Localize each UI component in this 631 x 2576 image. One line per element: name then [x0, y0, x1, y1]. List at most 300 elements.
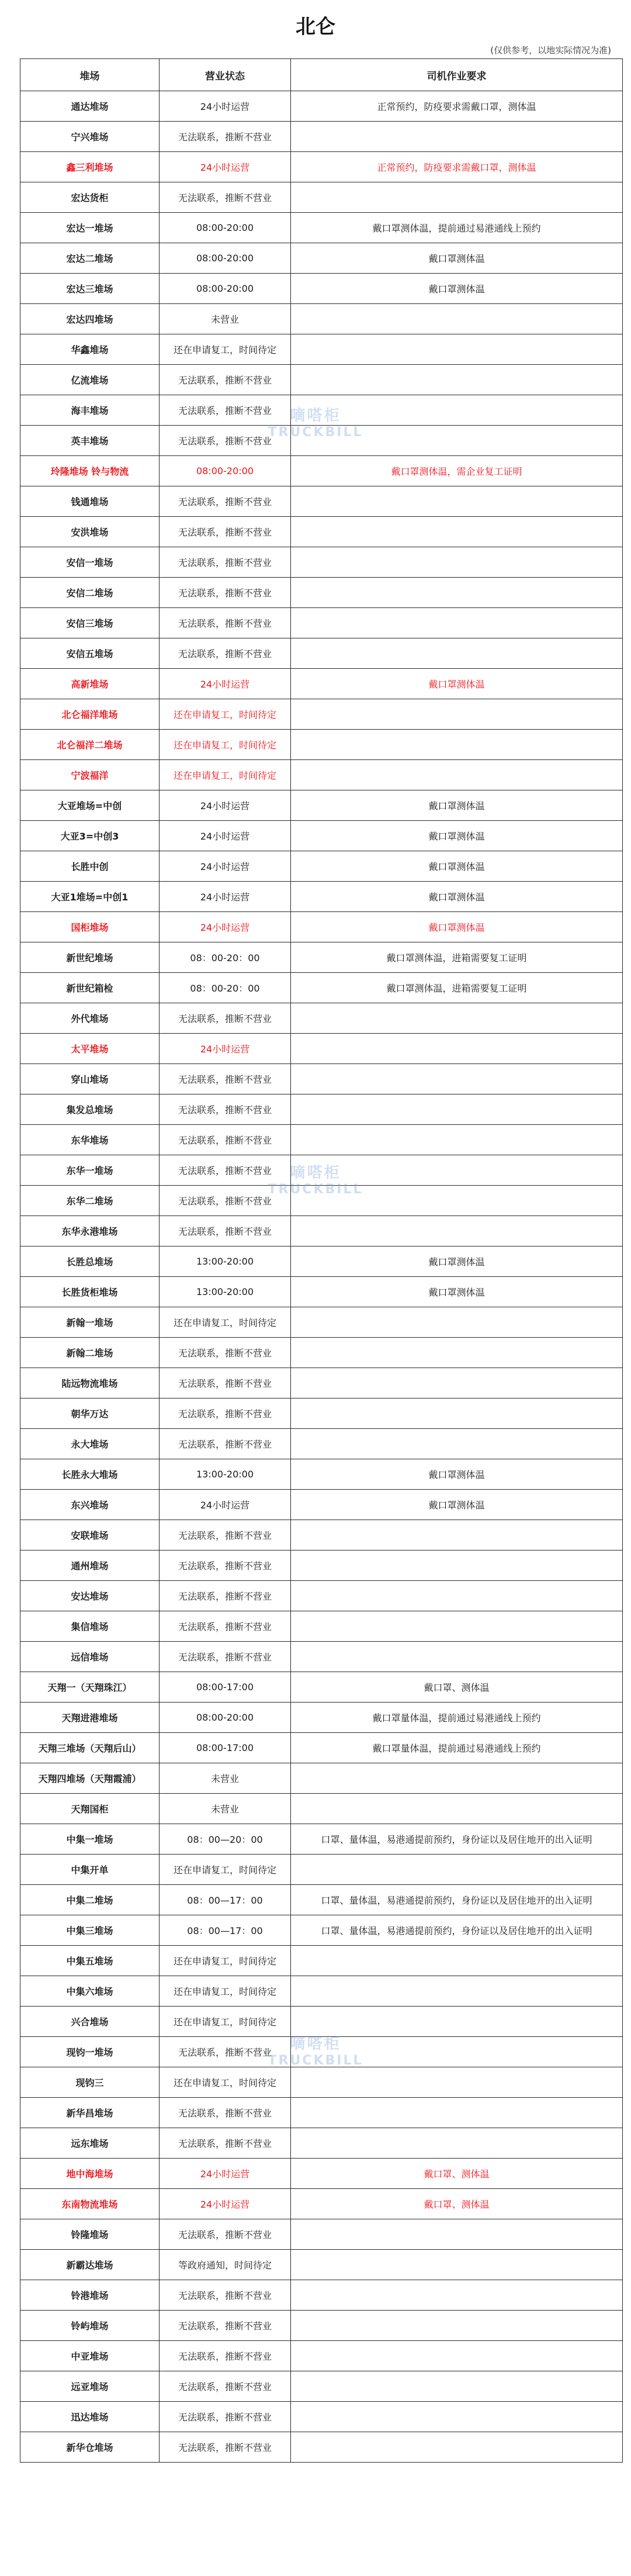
table-row — [20, 942, 623, 973]
status-cell: 无法联系，推断不营业 — [160, 2371, 291, 2402]
table-row — [20, 1520, 623, 1551]
requirement-cell — [291, 1429, 623, 1459]
yard-cell: 穿山堆场 — [20, 1064, 160, 1094]
table-row — [20, 365, 623, 395]
status-cell: 24小时运营 — [160, 851, 291, 882]
status-cell: 无法联系，推断不营业 — [160, 608, 291, 638]
requirement-cell — [291, 2250, 623, 2280]
status-cell: 13:00-20:00 — [160, 1277, 291, 1307]
status-cell: 13:00-20:00 — [160, 1246, 291, 1277]
yard-cell: 安信一堆场 — [20, 547, 160, 578]
status-cell: 无法联系，推断不营业 — [160, 1399, 291, 1429]
table-row — [20, 456, 623, 486]
yard-cell: 北仑福洋堆场 — [20, 699, 160, 730]
yard-cell: 天翔进港堆场 — [20, 1703, 160, 1733]
watermark-cn: 嘀嗒柜 — [290, 1164, 341, 1182]
status-cell: 还在申请复工，时间待定 — [160, 760, 291, 790]
table-row — [20, 790, 623, 821]
requirement-cell — [291, 1094, 623, 1125]
status-cell: 24小时运营 — [160, 1034, 291, 1064]
table-row — [20, 1855, 623, 1885]
status-cell: 13:00-20:00 — [160, 1459, 291, 1490]
requirement-cell — [291, 1125, 623, 1155]
yard-cell: 安信五堆场 — [20, 638, 160, 669]
yard-cell: 陆远物流堆场 — [20, 1368, 160, 1399]
status-cell: 无法联系，推断不营业 — [160, 1429, 291, 1459]
requirement-cell: 口罩、量体温，易港通提前预约，身份证以及居住地开的出入证明 — [291, 1915, 623, 1946]
status-cell: 24小时运营 — [160, 91, 291, 122]
requirement-cell — [291, 1642, 623, 1672]
requirement-cell — [291, 2341, 623, 2371]
requirement-cell — [291, 1520, 623, 1551]
yard-cell: 长胜中创 — [20, 851, 160, 882]
table-row — [20, 1551, 623, 1581]
table-row — [20, 1155, 623, 1186]
status-cell: 无法联系，推断不营业 — [160, 547, 291, 578]
status-cell: 无法联系，推断不营业 — [160, 1186, 291, 1216]
status-cell: 24小时运营 — [160, 912, 291, 942]
requirement-cell: 戴口罩测体温 — [291, 274, 623, 304]
table-row — [20, 1064, 623, 1094]
yard-status-table — [20, 58, 623, 2463]
yard-cell: 宁波福洋 — [20, 760, 160, 790]
table-row — [20, 1277, 623, 1307]
requirement-cell — [291, 2128, 623, 2159]
yard-cell: 铃港堆场 — [20, 2280, 160, 2311]
yard-cell: 朝华万达 — [20, 1399, 160, 1429]
header-requirements: 司机作业要求 — [291, 59, 623, 91]
requirement-cell — [291, 2098, 623, 2128]
requirement-cell — [291, 2280, 623, 2311]
status-cell: 还在申请复工，时间待定 — [160, 2007, 291, 2037]
requirement-cell — [291, 1611, 623, 1642]
yard-cell: 天翔四堆场（天翔霞浦） — [20, 1763, 160, 1794]
table-row — [20, 1094, 623, 1125]
status-cell: 08:00-17:00 — [160, 1733, 291, 1763]
yard-cell: 宏达三堆场 — [20, 274, 160, 304]
status-cell: 24小时运营 — [160, 669, 291, 699]
yard-cell: 安联堆场 — [20, 1520, 160, 1551]
yard-cell: 东南物流堆场 — [20, 2189, 160, 2219]
requirement-cell — [291, 1216, 623, 1246]
yard-cell: 新华仓堆场 — [20, 2432, 160, 2463]
status-cell: 还在申请复工，时间待定 — [160, 1855, 291, 1885]
requirement-cell: 戴口罩测体温，需企业复工证明 — [291, 456, 623, 486]
table-row — [20, 882, 623, 912]
yard-cell: 通州堆场 — [20, 1551, 160, 1581]
status-cell: 无法联系，推断不营业 — [160, 2341, 291, 2371]
requirement-cell: 戴口罩测体温 — [291, 669, 623, 699]
yard-cell: 中集开单 — [20, 1855, 160, 1885]
disclaimer-note: (仅供参考，以地实际情况为准) — [490, 45, 611, 56]
table-row — [20, 517, 623, 547]
table-row — [20, 1611, 623, 1642]
yard-cell: 北仑福洋二堆场 — [20, 730, 160, 760]
requirement-cell — [291, 608, 623, 638]
yard-cell: 钱通堆场 — [20, 486, 160, 517]
status-cell: 还在申请复工，时间待定 — [160, 1307, 291, 1338]
status-cell: 08：00—17：00 — [160, 1915, 291, 1946]
requirement-cell — [291, 1399, 623, 1429]
requirement-cell — [291, 365, 623, 395]
status-cell: 还在申请复工，时间待定 — [160, 1976, 291, 2007]
requirement-cell — [291, 2067, 623, 2098]
status-cell: 无法联系，推断不营业 — [160, 1155, 291, 1186]
requirement-cell: 戴口罩测体温，提前通过易港通线上预约 — [291, 213, 623, 243]
requirement-cell: 戴口罩测体温 — [291, 882, 623, 912]
table-row — [20, 1490, 623, 1520]
requirement-cell: 戴口罩量体温，提前通过易港通线上预约 — [291, 1733, 623, 1763]
table-row — [20, 1034, 623, 1064]
status-cell: 无法联系，推断不营业 — [160, 2098, 291, 2128]
status-cell: 24小时运营 — [160, 1490, 291, 1520]
table-row — [20, 1125, 623, 1155]
watermark-en: TRUCKBILL — [268, 2053, 363, 2068]
table-row — [20, 912, 623, 942]
table-row — [20, 2341, 623, 2371]
status-cell: 08:00-20:00 — [160, 1703, 291, 1733]
status-cell: 08：00—20：00 — [160, 1824, 291, 1855]
requirement-cell: 戴口罩测体温 — [291, 912, 623, 942]
status-cell: 无法联系，推断不营业 — [160, 1520, 291, 1551]
requirement-cell — [291, 395, 623, 426]
yard-cell: 高新堆场 — [20, 669, 160, 699]
table-row — [20, 2402, 623, 2432]
table-row — [20, 1885, 623, 1915]
yard-cell: 外代堆场 — [20, 1003, 160, 1034]
yard-cell: 亿流堆场 — [20, 365, 160, 395]
table-row — [20, 1703, 623, 1733]
status-cell: 无法联系，推断不营业 — [160, 1064, 291, 1094]
yard-cell: 远东堆场 — [20, 2128, 160, 2159]
yard-cell: 宏达四堆场 — [20, 304, 160, 334]
requirement-cell — [291, 304, 623, 334]
requirement-cell — [291, 2007, 623, 2037]
requirement-cell: 戴口罩测体温 — [291, 1246, 623, 1277]
requirement-cell — [291, 2219, 623, 2250]
table-row — [20, 1733, 623, 1763]
status-cell: 还在申请复工，时间待定 — [160, 730, 291, 760]
yard-cell: 大亚3=中创3 — [20, 821, 160, 851]
requirement-cell — [291, 2432, 623, 2463]
requirement-cell — [291, 578, 623, 608]
table-row — [20, 2371, 623, 2402]
table-row — [20, 608, 623, 638]
requirement-cell — [291, 638, 623, 669]
table-row — [20, 1186, 623, 1216]
table-row — [20, 426, 623, 456]
yard-cell: 大亚堆场=中创 — [20, 790, 160, 821]
status-cell: 24小时运营 — [160, 2159, 291, 2189]
table-row — [20, 851, 623, 882]
status-cell: 无法联系，推断不营业 — [160, 1368, 291, 1399]
status-cell: 还在申请复工，时间待定 — [160, 2067, 291, 2098]
yard-cell: 现钧三 — [20, 2067, 160, 2098]
status-cell: 08:00-20:00 — [160, 243, 291, 274]
status-cell: 无法联系，推断不营业 — [160, 182, 291, 213]
yard-cell: 中集三堆场 — [20, 1915, 160, 1946]
yard-cell: 新翰一堆场 — [20, 1307, 160, 1338]
yard-cell: 东华永港堆场 — [20, 1216, 160, 1246]
requirement-cell — [291, 1064, 623, 1094]
table-row — [20, 547, 623, 578]
page-title: 北仑 — [296, 15, 335, 39]
requirement-cell: 戴口罩、测体温 — [291, 2189, 623, 2219]
table-row — [20, 2432, 623, 2463]
table-row — [20, 2128, 623, 2159]
yard-cell: 远信堆场 — [20, 1642, 160, 1672]
status-cell: 无法联系，推断不营业 — [160, 1642, 291, 1672]
yard-cell: 新世纪堆场 — [20, 942, 160, 973]
requirement-cell: 口罩、量体温，易港通提前预约，身份证以及居住地开的出入证明 — [291, 1885, 623, 1915]
yard-cell: 兴合堆场 — [20, 2007, 160, 2037]
requirement-cell — [291, 1307, 623, 1338]
yard-cell: 天翔国柜 — [20, 1794, 160, 1824]
table-row — [20, 304, 623, 334]
requirement-cell — [291, 1368, 623, 1399]
table-row — [20, 638, 623, 669]
requirement-cell — [291, 1763, 623, 1794]
status-cell: 等政府通知，时间待定 — [160, 2250, 291, 2280]
status-cell: 无法联系，推断不营业 — [160, 2128, 291, 2159]
yard-cell: 华鑫堆场 — [20, 334, 160, 365]
table-row — [20, 973, 623, 1003]
status-cell: 无法联系，推断不营业 — [160, 638, 291, 669]
table-row — [20, 2250, 623, 2280]
requirement-cell — [291, 1581, 623, 1611]
table-row — [20, 2311, 623, 2341]
yard-cell: 集信堆场 — [20, 1611, 160, 1642]
table-row — [20, 1459, 623, 1490]
status-cell: 08:00-20:00 — [160, 274, 291, 304]
yard-cell: 东兴堆场 — [20, 1490, 160, 1520]
status-cell: 无法联系，推断不营业 — [160, 2219, 291, 2250]
yard-cell: 中集六堆场 — [20, 1976, 160, 2007]
yard-cell: 宏达二堆场 — [20, 243, 160, 274]
yard-cell: 宏达货柜 — [20, 182, 160, 213]
yard-cell: 远亚堆场 — [20, 2371, 160, 2402]
requirement-cell: 戴口罩测体温 — [291, 790, 623, 821]
yard-cell: 东华二堆场 — [20, 1186, 160, 1216]
requirement-cell — [291, 1976, 623, 2007]
requirement-cell — [291, 1338, 623, 1368]
status-cell: 无法联系，推断不营业 — [160, 2037, 291, 2067]
yard-cell: 长胜货柜堆场 — [20, 1277, 160, 1307]
yard-cell: 国柜堆场 — [20, 912, 160, 942]
yard-cell: 现钧一堆场 — [20, 2037, 160, 2067]
yard-cell: 中集一堆场 — [20, 1824, 160, 1855]
table-row — [20, 2007, 623, 2037]
requirement-cell: 戴口罩量体温，提前通过易港通线上预约 — [291, 1703, 623, 1733]
status-cell: 无法联系，推断不营业 — [160, 365, 291, 395]
status-cell: 未营业 — [160, 1794, 291, 1824]
requirement-cell: 戴口罩测体温 — [291, 243, 623, 274]
status-cell: 08：00-20：00 — [160, 942, 291, 973]
yard-cell: 中集五堆场 — [20, 1946, 160, 1976]
status-cell: 无法联系，推断不营业 — [160, 1094, 291, 1125]
yard-cell: 宁兴堆场 — [20, 122, 160, 152]
status-cell: 08：00—17：00 — [160, 1885, 291, 1915]
table-row — [20, 1946, 623, 1976]
status-cell: 无法联系，推断不营业 — [160, 2280, 291, 2311]
status-cell: 还在申请复工，时间待定 — [160, 699, 291, 730]
table-row — [20, 1368, 623, 1399]
yard-cell: 集发总堆场 — [20, 1094, 160, 1125]
status-cell: 无法联系，推断不营业 — [160, 578, 291, 608]
requirement-cell: 戴口罩测体温 — [291, 1459, 623, 1490]
yard-cell: 长胜总堆场 — [20, 1246, 160, 1277]
requirement-cell — [291, 426, 623, 456]
yard-cell: 太平堆场 — [20, 1034, 160, 1064]
watermark-en: TRUCKBILL — [268, 1182, 363, 1197]
yard-cell: 鑫三利堆场 — [20, 152, 160, 182]
status-cell: 无法联系，推断不营业 — [160, 1611, 291, 1642]
requirement-cell: 戴口罩测体温 — [291, 1490, 623, 1520]
status-cell: 无法联系，推断不营业 — [160, 122, 291, 152]
table-row — [20, 182, 623, 213]
status-cell: 无法联系，推断不营业 — [160, 1581, 291, 1611]
requirement-cell: 口罩、量体温，易港通提前预约，身份证以及居住地开的出入证明 — [291, 1824, 623, 1855]
status-cell: 未营业 — [160, 1763, 291, 1794]
status-cell: 24小时运营 — [160, 821, 291, 851]
table-row — [20, 1399, 623, 1429]
yard-cell: 英丰堆场 — [20, 426, 160, 456]
yard-cell: 长胜永大堆场 — [20, 1459, 160, 1490]
table-row — [20, 1246, 623, 1277]
status-cell: 未营业 — [160, 304, 291, 334]
table-row — [20, 2159, 623, 2189]
table-row — [20, 91, 623, 122]
table-row — [20, 821, 623, 851]
yard-cell: 铃隆堆场 — [20, 2219, 160, 2250]
table-row — [20, 243, 623, 274]
yard-cell: 安洪堆场 — [20, 517, 160, 547]
status-cell: 24小时运营 — [160, 882, 291, 912]
requirement-cell: 正常预约，防疫要求需戴口罩，测体温 — [291, 91, 623, 122]
requirement-cell — [291, 699, 623, 730]
table-row — [20, 760, 623, 790]
watermark-cn: 嘀嗒柜 — [290, 407, 341, 424]
yard-cell: 新世纪箱检 — [20, 973, 160, 1003]
requirement-cell — [291, 2037, 623, 2067]
requirement-cell: 戴口罩、测体温 — [291, 2159, 623, 2189]
yard-cell: 铃屿堆场 — [20, 2311, 160, 2341]
requirement-cell: 戴口罩测体温 — [291, 1277, 623, 1307]
table-row — [20, 669, 623, 699]
status-cell: 08:00-20:00 — [160, 456, 291, 486]
table-row — [20, 274, 623, 304]
requirement-cell: 戴口罩测体温 — [291, 821, 623, 851]
status-cell: 08:00-17:00 — [160, 1672, 291, 1703]
status-cell: 24小时运营 — [160, 2189, 291, 2219]
yard-cell: 天翔三堆场（天翔后山） — [20, 1733, 160, 1763]
yard-cell: 海丰堆场 — [20, 395, 160, 426]
table-row — [20, 2098, 623, 2128]
yard-cell: 地中海堆场 — [20, 2159, 160, 2189]
table-row — [20, 730, 623, 760]
yard-cell: 永大堆场 — [20, 1429, 160, 1459]
yard-cell: 玲隆堆场 铃与物流 — [20, 456, 160, 486]
yard-cell: 东华堆场 — [20, 1125, 160, 1155]
table-row — [20, 1216, 623, 1246]
requirement-cell — [291, 122, 623, 152]
table-row — [20, 699, 623, 730]
status-cell: 24小时运营 — [160, 152, 291, 182]
status-cell: 无法联系，推断不营业 — [160, 2402, 291, 2432]
yard-cell: 中亚堆场 — [20, 2341, 160, 2371]
table-row — [20, 1824, 623, 1855]
requirement-cell — [291, 1034, 623, 1064]
table-row — [20, 578, 623, 608]
requirement-cell — [291, 182, 623, 213]
requirement-cell — [291, 486, 623, 517]
status-cell: 无法联系，推断不营业 — [160, 486, 291, 517]
table-row — [20, 1672, 623, 1703]
status-cell: 无法联系，推断不营业 — [160, 395, 291, 426]
table-row — [20, 1429, 623, 1459]
status-cell: 无法联系，推断不营业 — [160, 517, 291, 547]
table-row — [20, 486, 623, 517]
table-row — [20, 2037, 623, 2067]
requirement-cell: 戴口罩测体温 — [291, 851, 623, 882]
status-cell: 无法联系，推断不营业 — [160, 1551, 291, 1581]
requirement-cell — [291, 547, 623, 578]
requirement-cell — [291, 517, 623, 547]
yard-cell: 迅达堆场 — [20, 2402, 160, 2432]
table-row — [20, 1794, 623, 1824]
table-row — [20, 1003, 623, 1034]
yard-cell: 安信二堆场 — [20, 578, 160, 608]
status-cell: 无法联系，推断不营业 — [160, 2311, 291, 2341]
yard-cell: 大亚1堆场=中创1 — [20, 882, 160, 912]
requirement-cell — [291, 760, 623, 790]
requirement-cell: 戴口罩测体温，进箱需要复工证明 — [291, 973, 623, 1003]
table-row — [20, 1976, 623, 2007]
table-row — [20, 152, 623, 182]
yard-cell: 通达堆场 — [20, 91, 160, 122]
table-row — [20, 334, 623, 365]
table-row — [20, 2067, 623, 2098]
requirement-cell — [291, 730, 623, 760]
table-row — [20, 1581, 623, 1611]
table-row — [20, 1307, 623, 1338]
table-row — [20, 1915, 623, 1946]
status-cell: 无法联系，推断不营业 — [160, 1338, 291, 1368]
yard-cell: 宏达一堆场 — [20, 213, 160, 243]
header-status: 营业状态 — [160, 59, 291, 91]
table-row — [20, 395, 623, 426]
status-cell: 08:00-20:00 — [160, 213, 291, 243]
requirement-cell — [291, 1551, 623, 1581]
table-row — [20, 2280, 623, 2311]
requirement-cell — [291, 2311, 623, 2341]
requirement-cell — [291, 1794, 623, 1824]
table-header-row — [20, 59, 623, 91]
status-cell: 无法联系，推断不营业 — [160, 1003, 291, 1034]
requirement-cell — [291, 2402, 623, 2432]
table-row — [20, 122, 623, 152]
requirement-cell — [291, 334, 623, 365]
table-row — [20, 2189, 623, 2219]
table-row — [20, 213, 623, 243]
yard-cell: 东华一堆场 — [20, 1155, 160, 1186]
status-cell: 还在申请复工，时间待定 — [160, 334, 291, 365]
requirement-cell: 戴口罩、测体温 — [291, 1672, 623, 1703]
header-yard: 堆场 — [20, 59, 160, 91]
status-cell: 无法联系，推断不营业 — [160, 426, 291, 456]
requirement-cell — [291, 2371, 623, 2402]
requirement-cell — [291, 1003, 623, 1034]
